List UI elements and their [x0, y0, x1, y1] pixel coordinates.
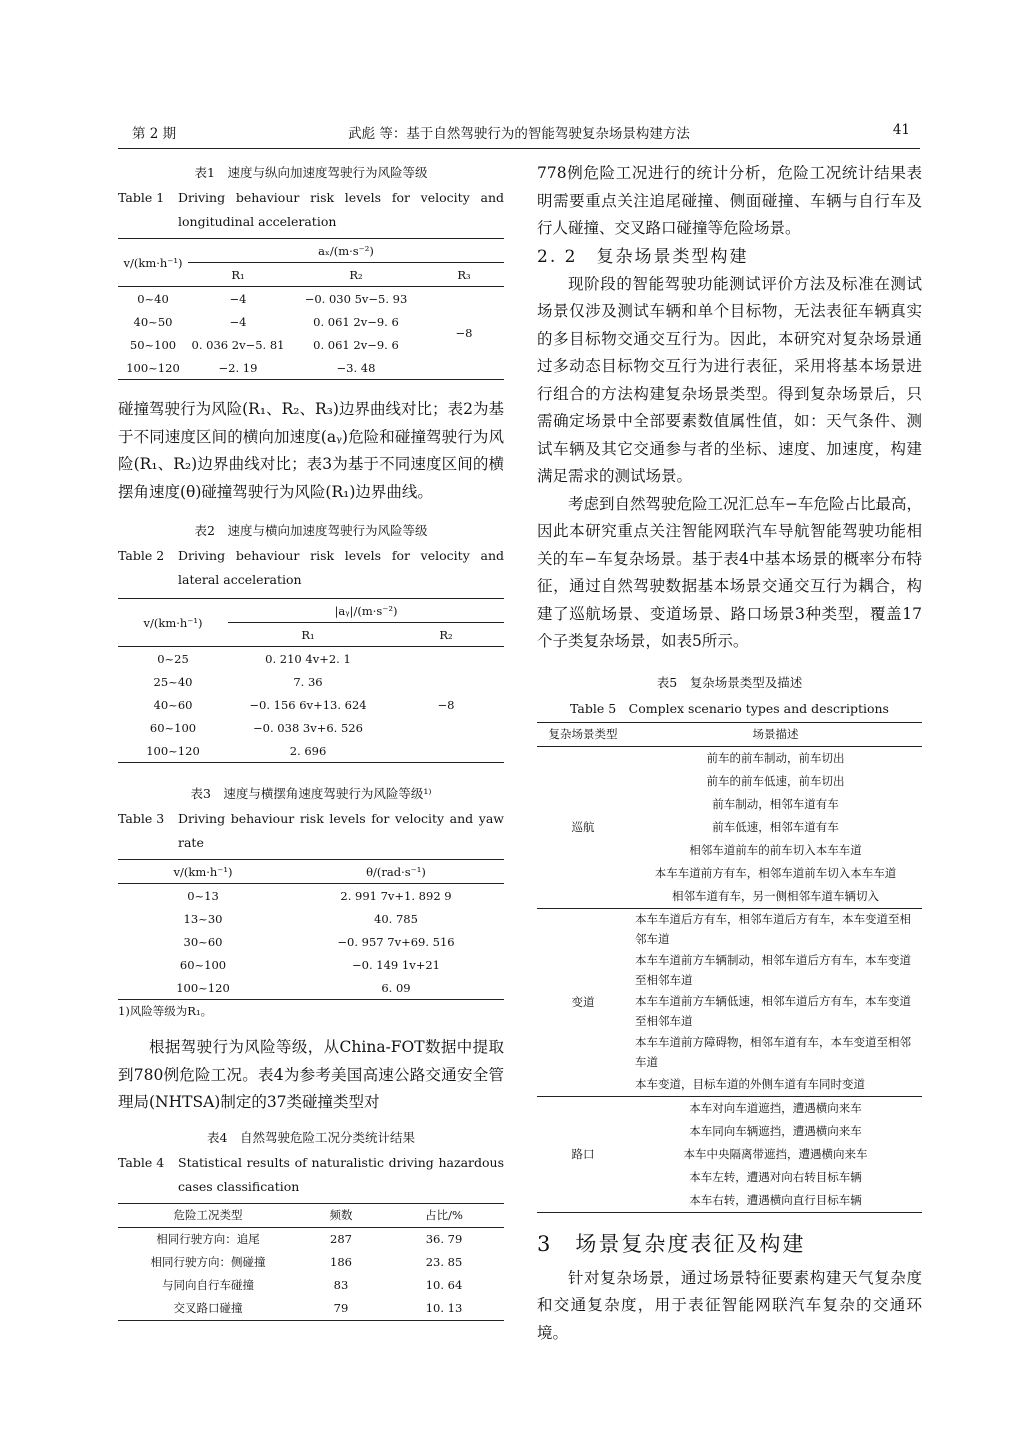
- table-row: [118, 1274, 504, 1297]
- table-cell: 相同行驶方向：追尾: [156, 1232, 260, 1246]
- table-cell: 相同行驶方向：侧碰撞: [150, 1255, 266, 1269]
- table2-label: Table 2: [118, 548, 165, 563]
- table1-col-velocity: v/(km·h⁻¹): [118, 239, 188, 287]
- table4-title-en: Statistical results of naturalistic driving hazardous cases classification: [178, 1154, 504, 1194]
- table1-caption-en: [118, 186, 504, 234]
- table2-sub-r1: R₁: [228, 623, 388, 647]
- table-cell: 0~13: [187, 888, 219, 903]
- table4-header-freq: 频数: [298, 1203, 384, 1227]
- table2-col-velocity: v/(km·h⁻¹): [118, 599, 228, 647]
- table1-title-en: Driving behaviour risk levels for velocity and longitudinal acceleration: [178, 190, 504, 229]
- table-cell: 本车车道前方有车，相邻车道前车切入本车车道: [654, 865, 897, 880]
- table5-header-type: 复杂场景类型: [537, 722, 629, 746]
- table-row: [537, 908, 922, 950]
- table-cell: 2. 991 7v+1. 892 9: [340, 888, 452, 903]
- table-row: [118, 907, 504, 930]
- table-cell: 0. 036 2v−5. 81: [191, 337, 285, 352]
- table-cell: −0. 030 5v−5. 93: [304, 291, 408, 306]
- table-cell: 100~120: [126, 360, 180, 375]
- table-cell: 10. 13: [425, 1301, 463, 1315]
- table-cell: −4: [229, 291, 247, 306]
- table-cell: 100~120: [176, 980, 230, 995]
- table-cell: 本车对向车道遮挡，遭遇横向来车: [629, 1096, 922, 1120]
- issue-number: 第 2 期: [132, 126, 177, 142]
- table-cell: 前车制动，相邻车道有车: [712, 796, 839, 811]
- table-cell: 本车车道前方障碍物，相邻车道有车，本车变道至相邻车道: [635, 1034, 911, 1069]
- table3-title-en: Driving behaviour risk levels for velocity and yaw rate: [178, 811, 504, 850]
- table-cell: 79: [333, 1301, 349, 1315]
- table4-header-pct: 占比/%: [384, 1203, 504, 1227]
- right-paragraph-4: 针对复杂场景，通过场景特征要素构建天气复杂度和交通复杂度，用于表征智能网联汽车复杂的交通环境。: [537, 1268, 922, 1342]
- table-cell: 本车左转，遭遇对向右转目标车辆: [689, 1169, 862, 1184]
- table-row: [118, 1297, 504, 1321]
- table-cell: 50~100: [129, 337, 177, 352]
- table-cell: 0. 061 2v−9. 6: [313, 337, 399, 352]
- table-cell: 60~100: [179, 957, 227, 972]
- table-row: [118, 1251, 504, 1274]
- table-cell: 0. 210 4v+2. 1: [265, 651, 351, 666]
- table-cell: 36. 79: [425, 1232, 463, 1246]
- table2-title-en: Driving behaviour risk levels for velocity and lateral acceleration: [178, 548, 504, 587]
- table-row: [537, 746, 922, 770]
- table4-label: Table 4: [118, 1154, 165, 1170]
- running-title: 武彪 等：基于自然驾驶行为的智能驾驶复杂场景构建方法: [348, 126, 690, 142]
- table4: [118, 1203, 504, 1321]
- left-column: [118, 160, 504, 1321]
- running-header: [118, 120, 920, 149]
- table-cell: 10. 64: [425, 1278, 463, 1292]
- table-cell: 与同向自行车碰撞: [162, 1278, 254, 1292]
- table-cell: 前车的前车低速，前车切出: [706, 773, 845, 788]
- table-cell: 交叉路口碰撞: [173, 1301, 243, 1315]
- table-cell: 25~40: [153, 674, 193, 689]
- table5: [537, 722, 922, 1213]
- right-paragraph-2: 现阶段的智能驾驶功能测试评价方法及标准在测试场景仅涉及测试车辆和单个目标物，无法表征车辆真实的多目标物交通交互行为。因此，本研究对复杂场景通过多动态目标物交互行为进行表征，采用将基本场景进行组合的方法构建复杂场景类型。得到复杂场景后，只需确定场景中全部要素数值属性值，如：天气条件、测试车辆及其它交通参与者的坐标、速度、加速度，构建满足需求的测试场景。: [537, 274, 922, 485]
- table5-caption-en: Table 5 Complex scenario types and descriptions: [570, 700, 889, 716]
- table3-col-yaw: θ/(rad·s⁻¹): [288, 860, 504, 884]
- table2-sub-r2: R₂: [388, 623, 504, 647]
- table3-col-velocity: v/(km·h⁻¹): [118, 860, 288, 884]
- table-cell: 83: [333, 1278, 349, 1292]
- table1-sub-r1: R₁: [188, 263, 288, 287]
- table-row: [118, 287, 504, 311]
- section-2-2-heading: 2. 2 复杂场景类型构建: [537, 246, 749, 267]
- table-cell: 60~100: [149, 720, 197, 735]
- table2-caption-cn: 表2 速度与横向加速度驾驶行为风险等级: [194, 523, 428, 538]
- table-cell: 13~30: [183, 911, 223, 926]
- table-cell: 287: [330, 1232, 352, 1246]
- right-column: [537, 160, 922, 1347]
- table-cell: 7. 36: [293, 674, 323, 689]
- table-cell: 前车低速，相邻车道有车: [712, 819, 839, 834]
- table-cell: −2. 19: [218, 360, 258, 375]
- table-cell: 本车车道前方车辆低速，相邻车道后方有车，本车变道至相邻车道: [635, 993, 911, 1028]
- table4-caption-en: [118, 1151, 504, 1199]
- table2-col-acc: |aᵧ|/(m·s⁻²): [228, 599, 504, 623]
- table4-header-type: 危险工况类型: [118, 1203, 298, 1227]
- table-cell: 0. 061 2v−9. 6: [313, 314, 399, 329]
- table-cell: 相邻车道有车，另一侧相邻车道车辆切入: [672, 888, 879, 903]
- table3-footnote: 1)风险等级为R₁。: [118, 1004, 213, 1018]
- table-cell: 0~40: [137, 291, 169, 306]
- table-cell: 30~60: [183, 934, 223, 949]
- table-cell: 本车车道后方有车，相邻车道后方有车，本车变道至相邻车道: [629, 908, 922, 950]
- table-cell: 100~120: [146, 743, 200, 758]
- table-row: [118, 976, 504, 1000]
- table5-type-lane-change: 变道: [537, 908, 629, 1096]
- table2-r2-value: −8: [437, 697, 455, 712]
- table1-r3-value: −8: [455, 326, 473, 340]
- table5-header-desc: 场景描述: [629, 722, 922, 746]
- table1: [118, 238, 504, 380]
- table-cell: 40~50: [133, 314, 173, 329]
- left-paragraph-1: 碰撞驾驶行为风险(R₁、R₂、R₃)边界曲线对比；表2为基于不同速度区间的横向加速度(aᵧ)危险和碰撞驾驶行为风险(R₁、R₂)边界曲线对比；表3为基于不同速度区间的横摆角速度(θ)碰撞驾驶行为风险(R₁)边界曲线。: [118, 400, 504, 501]
- table-cell: −4: [229, 314, 247, 329]
- table-cell: 23. 85: [425, 1255, 463, 1269]
- table-cell: −0. 149 1v+21: [352, 957, 440, 972]
- table5-type-cruise: 巡航: [571, 819, 595, 834]
- table-row: [118, 647, 504, 671]
- table-cell: 186: [330, 1255, 352, 1269]
- table5-type-intersection: 路口: [537, 1096, 629, 1212]
- table2-caption-en: [118, 544, 504, 592]
- table-row: [118, 953, 504, 976]
- section-3-heading: 3 场景复杂度表征及构建: [537, 1231, 806, 1256]
- table-cell: 本车右转，遭遇横向直行目标车辆: [689, 1192, 862, 1207]
- table-row: [118, 1227, 504, 1251]
- table-cell: 40~60: [153, 697, 193, 712]
- table3-caption-cn: 表3 速度与横摆角速度驾驶行为风险等级¹⁾: [190, 786, 432, 801]
- page-number: 41: [892, 122, 910, 138]
- table-cell: 本车变道，目标车道的外侧车道有车同时变道: [635, 1076, 865, 1091]
- table3-label: Table 3: [118, 811, 165, 826]
- table1-col-acc: aₓ/(m·s⁻²): [188, 239, 504, 263]
- right-paragraph-1: 778例危险工况进行的统计分析，危险工况统计结果表明需要重点关注追尾碰撞、侧面碰撞、车辆与自行车及行人碰撞、交叉路口碰撞等危险场景。: [537, 164, 922, 237]
- table-cell: 6. 09: [381, 980, 411, 995]
- table1-sub-r3: R₃: [424, 263, 504, 287]
- table3-caption-en: [118, 807, 504, 855]
- table-row: [537, 1096, 922, 1120]
- table4-caption-cn: 表4 自然驾驶危险工况分类统计结果: [207, 1129, 415, 1145]
- table3: [118, 859, 504, 1000]
- table-cell: −0. 156 6v+13. 624: [249, 697, 367, 712]
- table1-caption-cn: 表1 速度与纵向加速度驾驶行为风险等级: [194, 165, 428, 180]
- table2: [118, 598, 504, 763]
- table-cell: 2. 696: [289, 743, 327, 758]
- table-cell: 40. 785: [374, 911, 418, 926]
- table-row: [118, 930, 504, 953]
- table-cell: 相邻车道前车的前车切入本车车道: [689, 842, 862, 857]
- table1-sub-r2: R₂: [288, 263, 424, 287]
- table-cell: 0~25: [157, 651, 189, 666]
- table-cell: 本车同向车辆遮挡，遭遇横向来车: [689, 1123, 862, 1138]
- table5-caption-cn: 表5 复杂场景类型及描述: [656, 674, 803, 690]
- table-cell: 本车车道前方车辆制动，相邻车道后方有车，本车变道至相邻车道: [635, 952, 911, 987]
- right-paragraph-3: 考虑到自然驾驶危险工况汇总车−车危险占比最高，因此本研究重点关注智能网联汽车导航智能驾驶功能相关的车−车复杂场景。基于表4中基本场景的概率分布特征，通过自然驾驶数据基本场景交通交互行为耦合，构建了巡航场景、变道场景、路口场景3种类型，覆盖17个子类复杂场景，如表5所示。: [537, 494, 922, 650]
- table-cell: −3. 48: [336, 360, 376, 375]
- left-paragraph-2: 根据驾驶行为风险等级，从China-FOT数据中提取到780例危险工况。表4为参考美国高速公路交通安全管理局(NHTSA)制定的37类碰撞类型对: [118, 1038, 504, 1111]
- table-cell: −0. 957 7v+69. 516: [337, 934, 455, 949]
- table-cell: 本车中央隔离带遮挡，遭遇横向来车: [683, 1146, 868, 1161]
- table-row: [118, 884, 504, 908]
- table-cell: −0. 038 3v+6. 526: [253, 720, 363, 735]
- table-cell: 前车的前车制动，前车切出: [706, 750, 845, 765]
- table1-label: Table 1: [118, 190, 165, 205]
